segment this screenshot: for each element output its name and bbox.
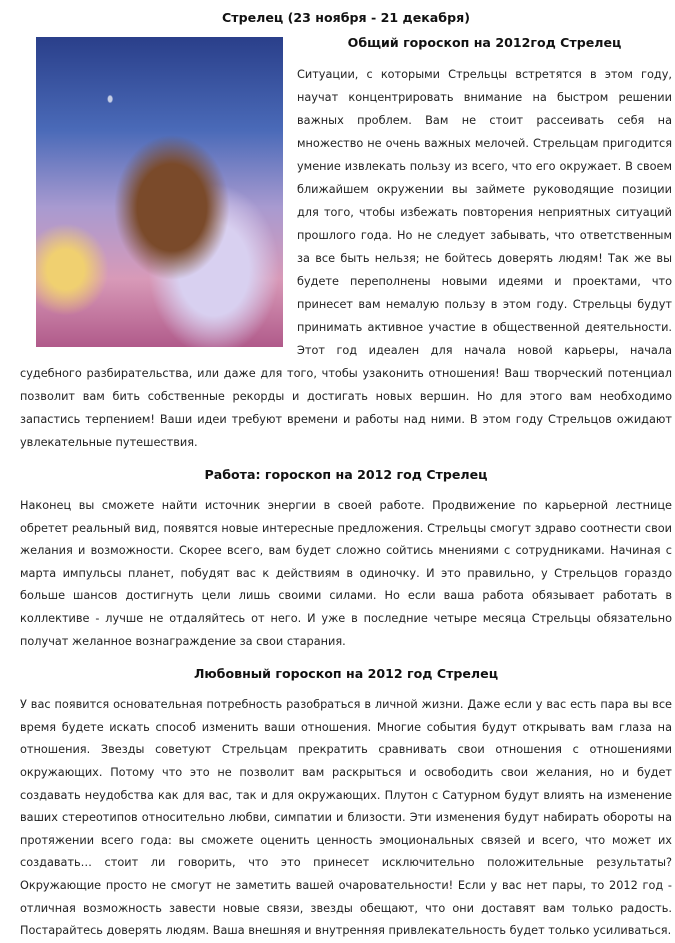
- section-text: Ситуации, с которыми Стрельцы встретятся в этом году, научат концентрировать внимание на быстром решении важных проблем. Вам не стоит рассеивать себя на множество не очень важных мелочей. Стрельцам пригодится умение извлекать пользу из всего, что его окружает. В своем ближайшем окружении вы займете руководящие позиции для того, чтобы избежать повторения неприятных ситуаций прошлого года. Но не следует забывать, что ответственным за все быть нельзя; не бойтесь доверять людям! Так же вы будете переполнены новыми идеями и проектами, что принесет вам немалую пользу в этом году. Стрельцы будут принимать активное участие в общественной деятельности. Этот год идеален для начала новой карьеры, начала судебного разбирательства, или даже для того, чтобы узаконить отношения! Ваш творческий потенциал позволит вам бить собственные рекорды и достигать новых вершин. Но для этого вам необходимо запастись терпением! Ваши идеи требуют времени и работы над ними. В этом году Стрельцов ожидают увлекательные путешествия.: [20, 68, 672, 449]
- section-work: [20, 467, 672, 653]
- sagittarius-illustration: [36, 37, 283, 347]
- section-general: [20, 35, 672, 467]
- section-heading: Общий гороскоп на 2012год Стрелец: [347, 35, 622, 50]
- section-love: [20, 666, 672, 943]
- section-text: У вас появится основательная потребность разобраться в личной жизни. Даже если у вас есть пара вы все время будете искать способ изменить ваши отношения. Многие события будут открывать вам глаза на отношения. Звезды советуют Стрельцам прекратить сравнивать свои отношения с отношениями окружающих. Потому что это не позволит вам раскрыться и освободить свои желания, но и будет создавать неудобства как для вас, так и для окружающих. Плутон с Сатурном будут влиять на изменение ваших стереотипов относительно любви, симпатии и близости. Эти изменения будут набирать обороты на протяжении всего года: вы сможете оценить ценность эмоциональных связей и всего, что может их создавать… стоит ли говорить, что это принесет исключительно положительные результаты? Окружающие просто не смогут не заметить вашей очаровательности! Если у вас нет пары, то 2012 год - отличная возможность завести новые связи, звезды обещают, что они доставят вам только радость. Постарайтесь доверять людям. Ваша внешняя и внутренняя привлекательность будет только усиливаться.: [20, 698, 672, 938]
- page-title: Стрелец (23 ноября - 21 декабря): [222, 10, 470, 25]
- section-heading: Любовный гороскоп на 2012 год Стрелец: [193, 666, 499, 682]
- section-heading: Работа: гороскоп на 2012 год Стрелец: [204, 467, 488, 482]
- section-text: Наконец вы сможете найти источник энергии в своей работе. Продвижение по карьерной лестнице обретет реальный вид, появятся новые интересные предложения. Стрельцы смогут здраво соотнести свои желания и возможности. Скорее всего, вам будет сложно сойтись мнениями с сотрудниками. Начиная с марта импульсы планет, побудят вас к действиям в одиночку. И это правильно, у Стрельцов гораздо больше шансов достигнуть цели лишь своими силами. Но если ваша работа обязывает работать в коллективе - лучше не отдаляйтесь от него. И уже в последние четыре месяца Стрельцы обязательно получат желанное вознаграждение за свои старания.: [20, 499, 672, 648]
